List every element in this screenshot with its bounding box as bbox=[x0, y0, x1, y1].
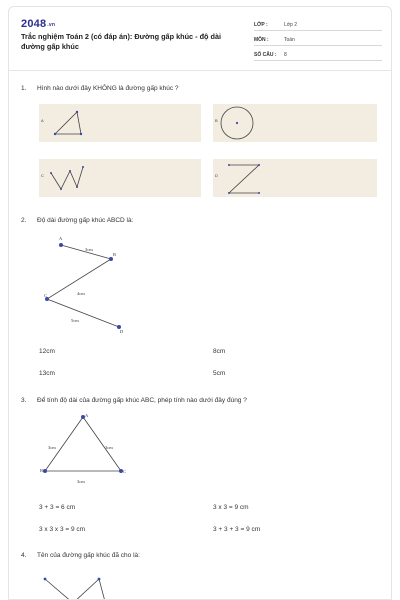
meta-row-class bbox=[254, 17, 382, 31]
answer-option[interactable]: 12cm bbox=[39, 348, 55, 355]
broken-line-figure-c bbox=[39, 159, 201, 197]
segment-label: 3cm bbox=[48, 445, 56, 450]
point-label: C bbox=[44, 293, 48, 298]
point-label: A bbox=[59, 236, 63, 241]
meta-value: Toán bbox=[284, 37, 295, 43]
question-text: Để tính độ dài của đường gấp khúc ABC, phép tính nào dưới đây đúng ? bbox=[37, 397, 247, 404]
meta-key: MÔN : bbox=[254, 37, 269, 43]
point-label: B bbox=[40, 468, 44, 473]
segment-label: 3cm bbox=[85, 247, 93, 252]
question-text: Tên của đường gấp khúc đã cho là: bbox=[37, 552, 140, 559]
segment-label: 3cm bbox=[77, 479, 85, 484]
answer-option[interactable]: 13cm bbox=[39, 370, 55, 377]
point-label: A bbox=[85, 413, 89, 418]
worksheet-header bbox=[9, 7, 391, 71]
broken-line-figure-d bbox=[213, 159, 377, 197]
segment-label: 3cm bbox=[105, 445, 113, 450]
question-number: 4. bbox=[21, 552, 27, 559]
answer-option[interactable]: 3 x 3 = 9 cm bbox=[213, 504, 249, 511]
option-letter: C bbox=[41, 173, 44, 178]
question-number: 2. bbox=[21, 217, 27, 224]
segment-label: 4cm bbox=[77, 291, 85, 296]
broken-line-figure-a bbox=[39, 104, 201, 142]
answer-option[interactable]: 5cm bbox=[213, 370, 226, 377]
answer-option[interactable]: 3 + 3 = 6 cm bbox=[39, 504, 76, 511]
question-2 bbox=[21, 217, 133, 224]
broken-line-figure-q4 bbox=[35, 569, 155, 600]
meta-row-count bbox=[254, 47, 382, 61]
page-title: Trắc nghiệm Toán 2 (có đáp án): Đường gấp khúc - độ dài đường gấp khúc bbox=[21, 32, 222, 51]
point-label: D bbox=[120, 329, 124, 333]
question-number: 1. bbox=[21, 85, 27, 92]
answer-option[interactable]: 3 x 3 x 3 = 9 cm bbox=[39, 526, 86, 533]
question-1 bbox=[21, 85, 179, 92]
meta-value: 8 bbox=[284, 52, 287, 58]
logo-text: 2048 bbox=[21, 18, 47, 30]
answer-option[interactable]: 8cm bbox=[213, 348, 226, 355]
meta-row-subject bbox=[254, 32, 382, 46]
option-d[interactable] bbox=[213, 159, 377, 197]
question-text: Độ dài đường gấp khúc ABCD là: bbox=[37, 217, 134, 224]
option-c[interactable] bbox=[39, 159, 201, 197]
meta-key: LỚP : bbox=[254, 22, 268, 28]
option-b[interactable] bbox=[213, 104, 377, 142]
site-logo[interactable] bbox=[21, 18, 55, 30]
quiz-meta bbox=[254, 17, 382, 62]
broken-line-abcd-figure bbox=[31, 229, 141, 333]
option-letter: D bbox=[215, 173, 218, 178]
option-letter: A bbox=[41, 118, 44, 123]
worksheet-page bbox=[8, 6, 392, 600]
circle-figure-b bbox=[213, 104, 377, 142]
answer-option[interactable]: 3 + 3 + 3 = 9 cm bbox=[213, 526, 261, 533]
option-a[interactable] bbox=[39, 104, 201, 142]
segment-label: 5cm bbox=[71, 318, 79, 323]
point-label: C bbox=[123, 469, 127, 474]
logo-suffix: .vn bbox=[47, 22, 56, 28]
question-text: Hình nào dưới đây KHÔNG là đường gấp khúc ? bbox=[37, 85, 179, 92]
question-4 bbox=[21, 552, 140, 559]
question-3 bbox=[21, 397, 247, 404]
meta-value: Lớp 2 bbox=[284, 22, 298, 28]
question-number: 3. bbox=[21, 397, 27, 404]
point-label: B bbox=[113, 252, 117, 257]
triangle-abc-figure bbox=[35, 409, 135, 491]
option-letter: B bbox=[215, 118, 218, 123]
meta-key: SỐ CÂU : bbox=[254, 52, 277, 58]
